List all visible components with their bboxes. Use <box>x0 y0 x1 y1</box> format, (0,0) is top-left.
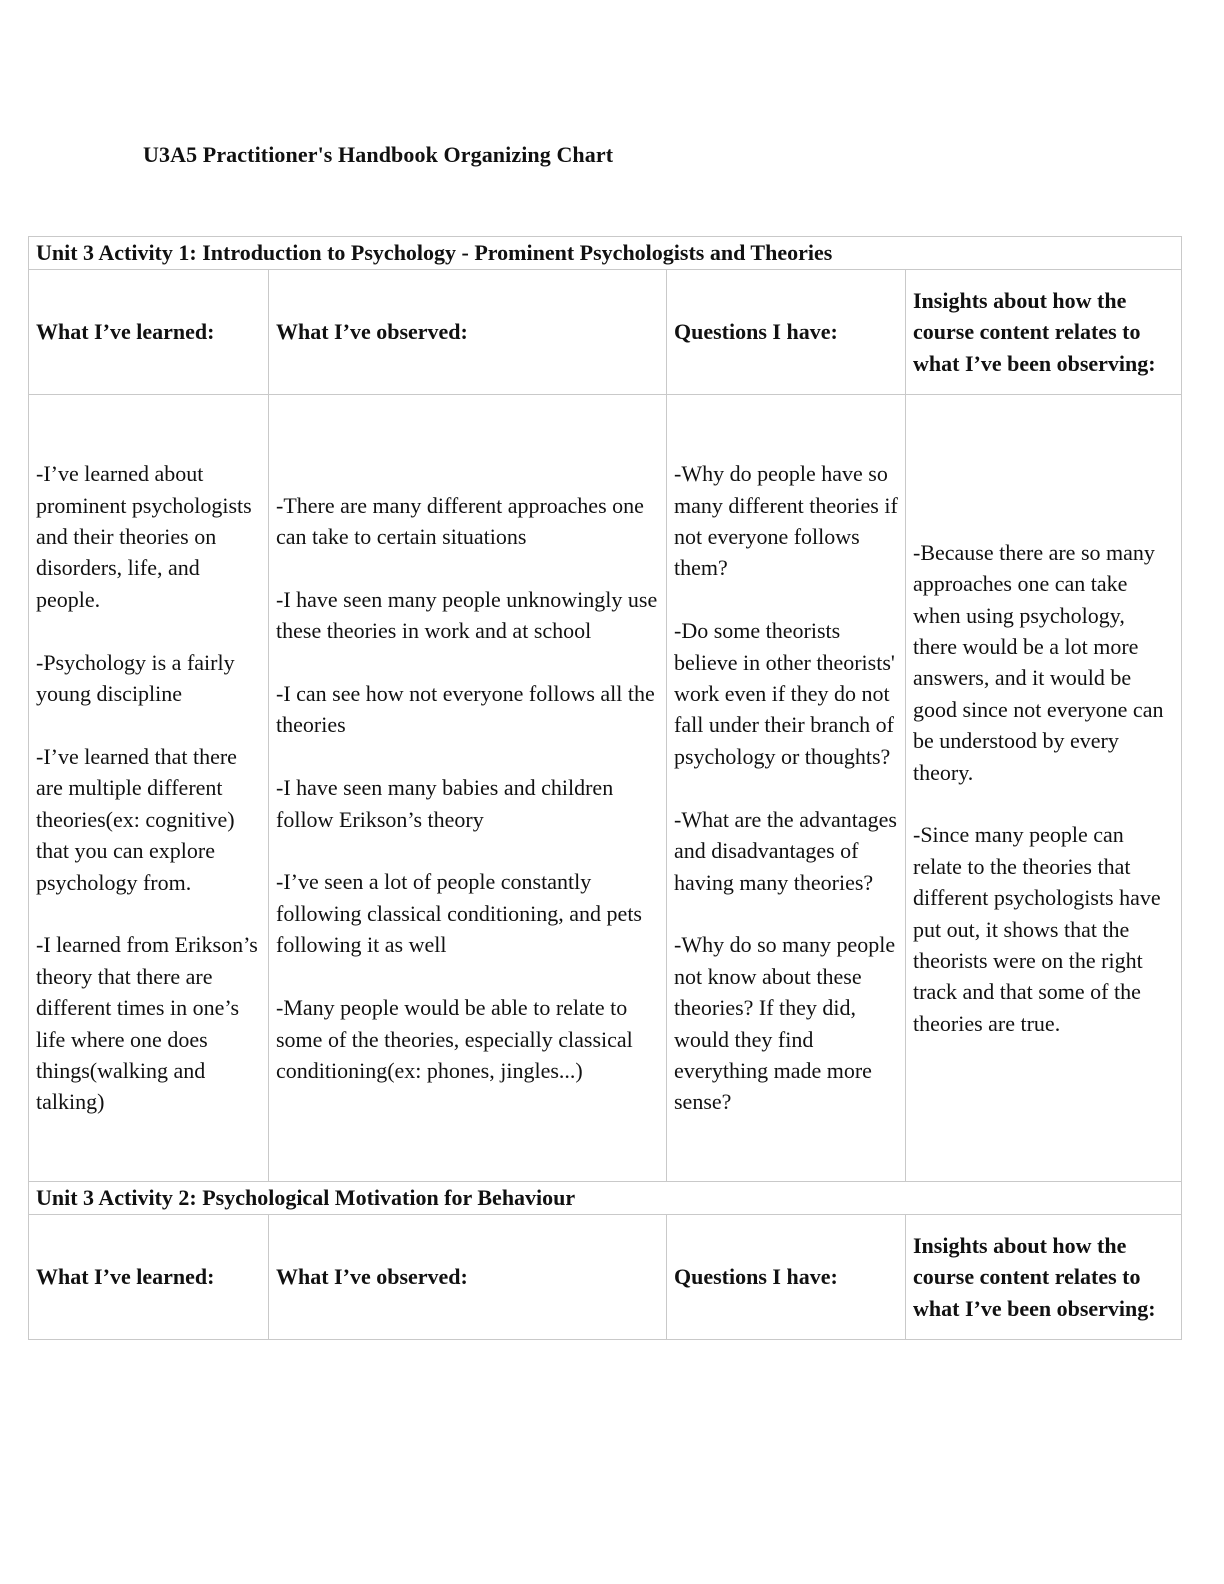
learned-entry: -Psychology is a fairly young discipline <box>36 649 235 707</box>
activity2-header-row <box>29 1215 1182 1340</box>
question-entry: -Why do people have so many different theories if not everyone follows them? <box>674 461 898 581</box>
observed-entry: -I can see how not everyone follows all the theories <box>276 681 655 738</box>
observed-entry: -Many people would be able to relate to some of the theories, especially classical conditioning(ex: phones, jingles...) <box>276 995 633 1083</box>
observed-entry: -There are many different approaches one can take to certain situations <box>276 492 644 550</box>
question-entry: -What are the advantages and disadvantages of having many theories? <box>674 806 897 895</box>
header-learned: What I’ve learned: <box>29 270 269 395</box>
observed-entry: -I’ve seen a lot of people constantly following classical conditioning, and pets following it as well <box>276 869 642 958</box>
learned-entry: -I learned from Erikson’s theory that there are different times in one’s life where one does things(walking and talking) <box>36 932 258 1115</box>
observed-cell <box>269 395 667 1182</box>
insights-cell <box>906 395 1182 1182</box>
organizing-chart-table <box>28 236 1182 1340</box>
header-insights: Insights about how the course content relates to what I’ve been observing: <box>906 1215 1182 1340</box>
questions-cell <box>667 395 906 1182</box>
insight-entry: -Since many people can relate to the theories that different psychologists have put out, it shows that the theorists were on the right track and that some of the theories are true. <box>913 822 1161 1036</box>
activity1-header-row <box>29 270 1182 395</box>
header-questions: Questions I have: <box>667 1215 906 1340</box>
header-learned: What I’ve learned: <box>29 1215 269 1340</box>
question-entry: -Why do so many people not know about these theories? If they did, would they find everything made more sense? <box>674 932 896 1115</box>
activity1-content-row <box>29 395 1182 1182</box>
header-observed: What I’ve observed: <box>269 270 667 395</box>
header-insights: Insights about how the course content relates to what I’ve been observing: <box>906 270 1182 395</box>
document-title: U3A5 Practitioner's Handbook Organizing Chart <box>143 142 614 167</box>
insight-entry: -Because there are so many approaches one can take when using psychology, there would be a lot more answers, and it would be good since not everyone can be understood by every theory. <box>913 539 1164 785</box>
learned-entry: -I’ve learned about prominent psychologists and their theories on disorders, life, and people. <box>36 461 252 612</box>
activity2-title: Unit 3 Activity 2: Psychological Motivation for Behaviour <box>29 1182 1182 1215</box>
observed-entry: -I have seen many people unknowingly use these theories in work and at school <box>276 586 658 644</box>
activity2-title-row <box>29 1182 1182 1215</box>
header-observed: What I’ve observed: <box>269 1215 667 1340</box>
question-entry: -Do some theorists believe in other theorists' work even if they do not fall under their branch of psychology or thoughts? <box>674 618 895 769</box>
observed-entry: -I have seen many babies and children follow Erikson’s theory <box>276 775 614 832</box>
activity1-title-row <box>29 237 1182 270</box>
learned-entry: -I’ve learned that there are multiple different theories(ex: cognitive) that you can explore psychology from. <box>36 743 237 895</box>
learned-cell <box>29 395 269 1182</box>
activity1-title: Unit 3 Activity 1: Introduction to Psychology - Prominent Psychologists and Theories <box>29 237 1182 270</box>
header-questions: Questions I have: <box>667 270 906 395</box>
